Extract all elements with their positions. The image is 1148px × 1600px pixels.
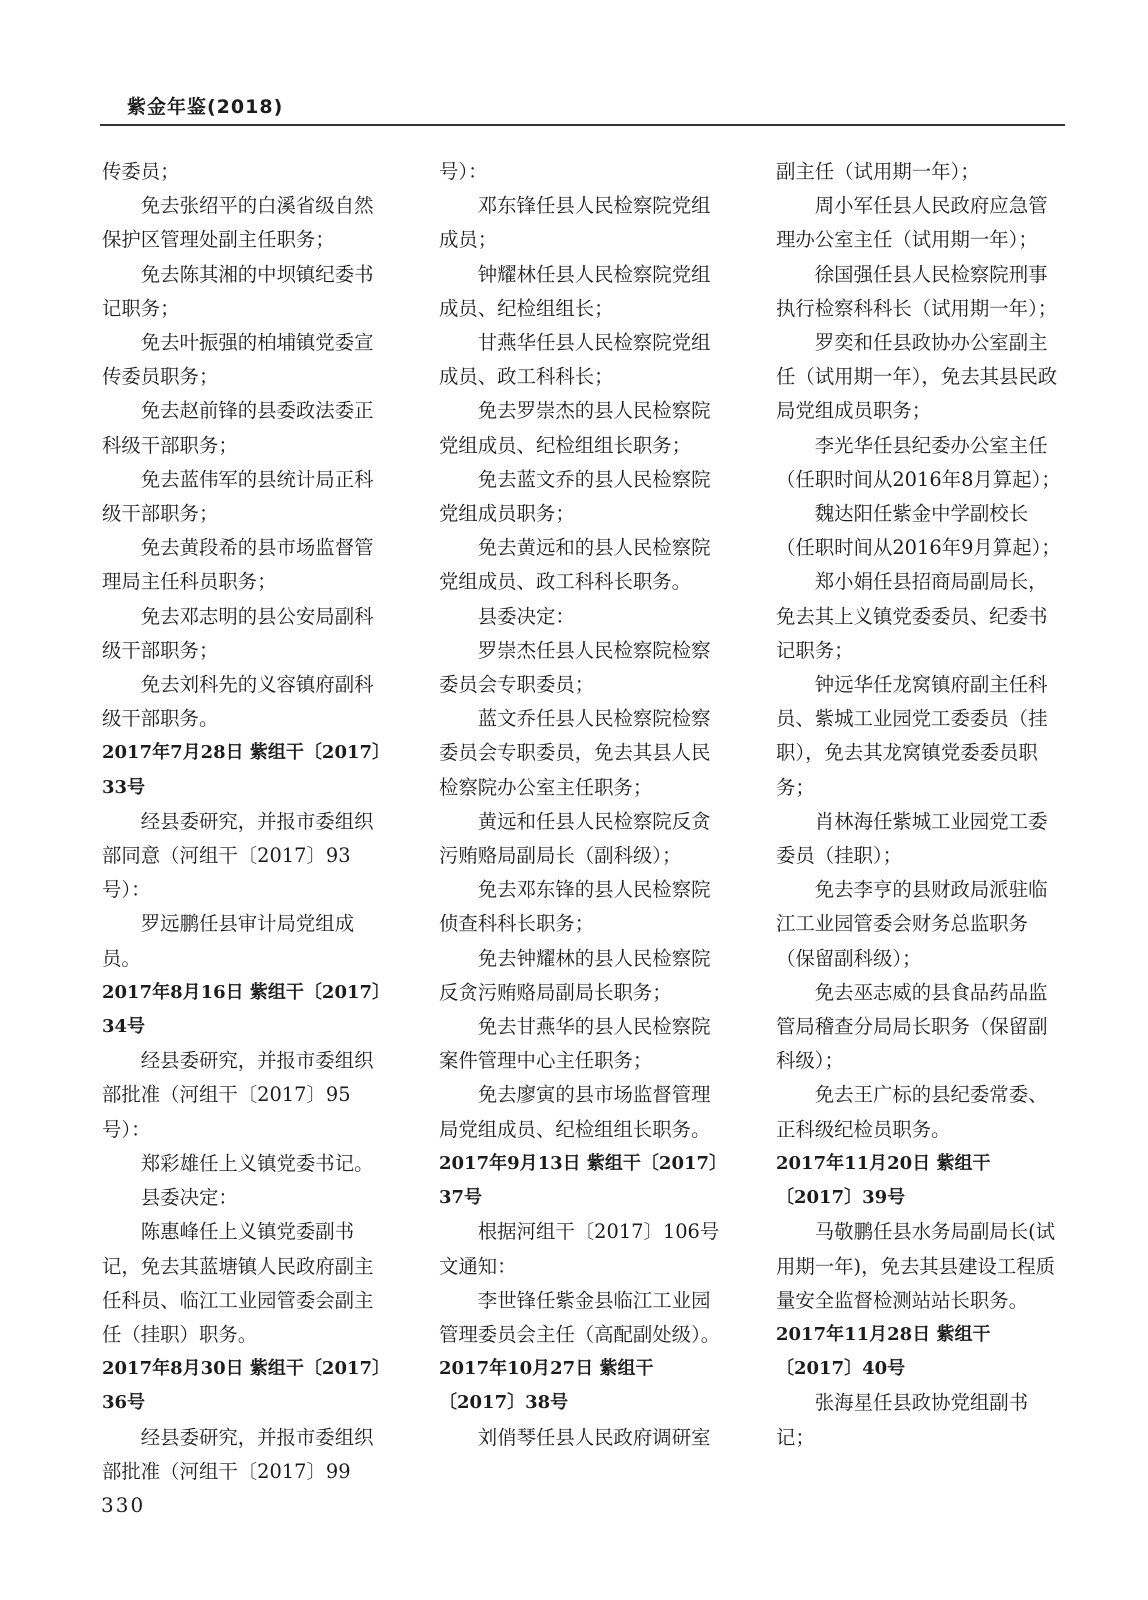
paragraph: 免去蓝文乔的县人民检察院党组成员职务；: [439, 467, 711, 526]
paragraph: 号）：: [439, 160, 488, 183]
document-heading: 2017年11月28日 紫组干〔2017〕40号: [776, 1323, 991, 1380]
paragraph: 罗崇杰任县人民检察院检察委员会专职委员；: [439, 638, 711, 697]
paragraph: 免去刘科先的义容镇府副科级干部职务。: [102, 673, 374, 731]
paragraph: 钟耀林任县人民检察院党组成员、纪检组组长；: [439, 262, 711, 320]
paragraph: 免去巫志威的县食品药品监管局稽查分局局长职务（保留副科级）；: [776, 980, 1048, 1073]
paragraph: 罗奕和任县政协办公室副主任（试用期一年），免去其县民政局党组成员职务；: [776, 331, 1058, 423]
column-1: [102, 155, 390, 1489]
column-2: [439, 155, 727, 1455]
paragraph: 张海星任县政协党组副书记；: [776, 1391, 1029, 1449]
paragraph: 免去廖寅的县市场监督管理局党组成员、纪检组组长职务。: [439, 1083, 711, 1141]
paragraph: 免去王广标的县纪委常委、正科级纪检员职务。: [776, 1083, 1048, 1141]
paragraph: 县委决定：: [140, 1186, 238, 1210]
paragraph: 免去罗崇杰的县人民检察院党组成员、纪检组组长职务；: [439, 399, 711, 457]
paragraph: 经县委研究，并报市委组织部同意（河组干〔2017〕93号）：: [102, 809, 374, 902]
paragraph: 县委决定：: [477, 604, 575, 628]
paragraph: 免去邓东锋的县人民检察院侦查科科长职务；: [439, 878, 711, 936]
paragraph: 传委员；: [102, 160, 180, 183]
paragraph: 黄远和任县人民检察院反贪污贿赂局副局长（副科级）；: [439, 809, 711, 868]
paragraph: 免去叶振强的柏埔镇党委宣传委员职务；: [102, 331, 374, 389]
paragraph: 刘俏琴任县人民政府调研室: [477, 1425, 711, 1449]
paragraph: 郑小娟任县招商局副局长，免去其上义镇党委委员、纪委书记职务；: [776, 570, 1048, 662]
paragraph: 免去黄远和的县人民检察院党组成员、政工科科长职务。: [439, 536, 711, 594]
paragraph: 免去黄段希的县市场监督管理局主任科员职务；: [102, 536, 374, 594]
document-heading: 2017年8月16日 紫组干〔2017〕34号: [102, 981, 382, 1038]
paragraph: 根据河组干〔2017〕106号文通知：: [439, 1220, 720, 1278]
paragraph: 罗远鹏任县审计局党组成员。: [102, 912, 355, 970]
paragraph: 免去邓志明的县公安局副科级干部职务；: [102, 604, 374, 662]
paragraph: 徐国强任县人民检察院刑事执行检察科科长（试用期一年）；: [776, 262, 1058, 320]
paragraph: 钟远华任龙窝镇府副主任科员、紫城工业园党工委委员（挂职），免去其龙窝镇党委委员职务；: [776, 673, 1048, 799]
document-heading: 2017年7月28日 紫组干〔2017〕33号: [102, 742, 382, 798]
paragraph: 郑彩雄任上义镇党委书记。: [140, 1151, 374, 1175]
header-rule: [100, 124, 1065, 126]
document-heading: 2017年11月20日 紫组干〔2017〕39号: [776, 1152, 991, 1209]
paragraph: 经县委研究，并报市委组织部批准（河组干〔2017〕99: [102, 1425, 374, 1483]
paragraph: 魏达阳任紫金中学副校长（任职时间从2016年9月算起）；: [776, 502, 1061, 560]
paragraph: 李光华任县纪委办公室主任（任职时间从2016年8月算起）；: [776, 433, 1061, 491]
document-heading: 2017年9月13日 紫组干〔2017〕37号: [439, 1152, 719, 1209]
paragraph: 免去赵前锋的县委政法委正科级干部职务；: [102, 399, 374, 457]
document-heading: 2017年8月30日 紫组干〔2017〕36号: [102, 1358, 382, 1414]
paragraph: 免去李亨的县财政局派驻临江工业园管委会财务总监职务（保留副科级）；: [776, 878, 1048, 970]
paragraph: 李世锋任紫金县临江工业园管理委员会主任（高配副处级）。: [439, 1288, 721, 1346]
paragraph: 免去陈其湘的中坝镇纪委书记职务；: [102, 262, 374, 320]
paragraph: 经县委研究，并报市委组织部批准（河组干〔2017〕95号）：: [102, 1049, 374, 1141]
paragraph: 免去张绍平的白溪省级自然保护区管理处副主任职务；: [102, 194, 374, 252]
paragraph: 邓东锋任县人民检察院党组成员；: [439, 194, 711, 252]
document-heading: 2017年10月27日 紫组干〔2017〕38号: [439, 1358, 654, 1414]
paragraph: 免去蓝伟军的县统计局正科级干部职务；: [102, 467, 374, 526]
paragraph: 副主任（试用期一年）；: [776, 160, 980, 183]
page-number: 330: [101, 1493, 146, 1517]
paragraph: 陈惠峰任上义镇党委副书记，免去其蓝塘镇人民政府副主任科员、临江工业园管委会副主任（挂职）职务。: [102, 1220, 374, 1346]
paragraph: 周小军任县人民政府应急管理办公室主任（试用期一年）；: [776, 194, 1048, 252]
paragraph: 肖林海任紫城工业园党工委委员（挂职）；: [776, 809, 1048, 868]
paragraph: 马敬鹏任县水务局副局长(试用期一年)，免去其县建设工程质量安全监督检测站站长职务。: [776, 1220, 1056, 1312]
paragraph: 蓝文乔任县人民检察院检察委员会专职委员，免去其县人民检察院办公室主任职务；: [439, 707, 711, 799]
paragraph: 免去钟耀林的县人民检察院反贪污贿赂局副局长职务；: [439, 946, 711, 1004]
paragraph: 甘燕华任县人民检察院党组成员、政工科科长；: [439, 331, 711, 389]
paragraph: 免去甘燕华的县人民检察院案件管理中心主任职务；: [439, 1015, 711, 1073]
column-3: [776, 155, 1064, 1455]
running-header: 紫金年鉴(2018): [127, 96, 284, 118]
